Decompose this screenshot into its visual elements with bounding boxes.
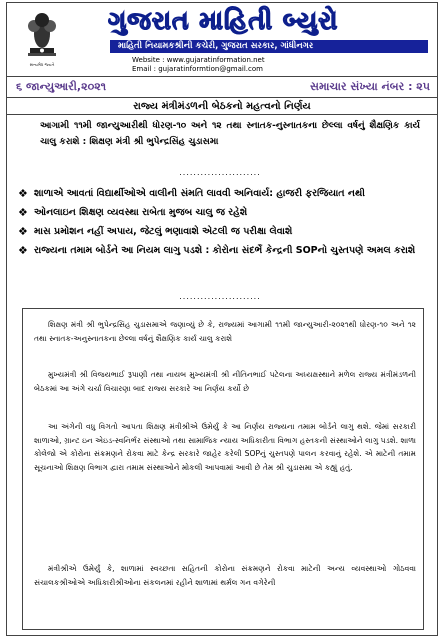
body-paragraph: શિક્ષણ મંત્રી શ્રી ભુપેન્દ્રસિંહ ચુડાસમાએ જણાવ્યું છે કે, રાજ્યમાં આગામી ૧૧મી જાન્યુઆરી-૨૦૨૧થી ધોરણ-૧૦ અને ૧૨ તથા સ્નાતક-અનુસ્નાતકના છેલ્લા વર્ષનું શૈક્ષણિક કાર્ય ચાલુ કરાશે xyxy=(34,320,416,343)
dateline-bar xyxy=(6,76,438,98)
key-point-text: ઓનલાઇન શિક્ષણ વ્યવસ્થા રાબેતા મુજબ ચાલુ જ રહેશે xyxy=(34,207,248,218)
key-point-text: શાળાએ આવતાં વિદ્યાર્થીઓએ વાલીની સંમતિ લાવવી અનિવાર્ય: હાજરી ફરજિયાત નથી xyxy=(34,188,365,199)
diamond-bullet-icon: ❖ xyxy=(18,244,28,257)
body-paragraph: આ અંગેની વધુ વિગતો આપતા શિક્ષણ મંત્રીશ્રીએ ઉમેર્યું કે આ નિર્ણય રાજ્યના તમામ બોર્ડને લાગુ થશે. જેમાં સરકારી શાળાઓ, ગ્રાન્ટ ઇન એઇડ-સ્વનિર્ભર સંસ્થાઓ તથા સામાજિક ન્યાય અધિકારીતા વિભાગ હસ્તકની સંસ્થાઓને લાગુ પડશે. શાળા કોલેજો એ કોરોના સંક્રમણને રોકવા માટે કેન્દ્ર સરકારે જાહેર કરેલી SOPનું ચુસ્તપણે પાલન કરવાનું રહેશે. એ માટેની તમામ સૂચનાઓ શિક્ષણ વિભાગ દ્વારા તમામ સંસ્થાઓને મોકલી આપવામાં આવી છે તેમ શ્રી ચુડાસમા એ કહ્યું હતું. xyxy=(34,422,416,472)
state-emblem-icon xyxy=(22,8,62,60)
masthead-title: ગુજરાત માહિતી બ્યુરો xyxy=(108,6,339,35)
body-paragraph: મંત્રીશ્રીએ ઉમેર્યું કે, શાળામાં સ્વચ્છતા સહિતની કોરોના સંક્રમણને રોકવા માટેની અન્ય વ્યવસ્થાઓ ગોઠવવા સંચાલકશ્રીઓએ અધિકારીશ્રીઓના સંકલનમાં રહીને શાળામાં થર્મલ ગન વગેરેની xyxy=(34,564,416,587)
key-point-text: રાજ્યના તમામ બોર્ડને આ નિયમ લાગુ પડશે : કોરોના સંદર્ભે કેન્દ્રની SOPનો ચુસ્તપણે અમલ કરાશે xyxy=(34,245,416,256)
key-point xyxy=(18,243,428,259)
masthead-subtitle: માહિતી નિયામકશ્રીની કચેરી, ગુજરાત સરકાર, ગાંધીનગર xyxy=(110,40,428,53)
key-point xyxy=(18,224,428,240)
diamond-bullet-icon: ❖ xyxy=(18,187,28,200)
diamond-bullet-icon: ❖ xyxy=(18,225,28,238)
masthead-email: Email : gujaratinformtion@gmail.com xyxy=(132,65,263,73)
diamond-bullet-icon: ❖ xyxy=(18,206,28,219)
release-date: ૬ જાન્યુઆરી,૨૦૨૧ xyxy=(16,80,107,93)
subheadline: આગામી ૧૧મી જાન્યુઆરીથી ધોરણ-૧૦ અને ૧૨ તથા સ્નાતક-નુસ્નાતકના છેલ્લા વર્ષનું શૈક્ષણિક કાર્ય ચાલુ કરાશે : શિક્ષણ મંત્રી શ્રી ભુપેન્દ્રસિંહ ચુડાસમા xyxy=(40,121,420,147)
key-point-text: માસ પ્રમોશન નહીં અપાય, જેટલું ભણાવાશે એટલી જ પરીક્ષા લેવાશે xyxy=(34,226,293,237)
key-points-list xyxy=(18,186,428,262)
dotted-divider: ....................... xyxy=(179,292,261,301)
dotted-divider: ....................... xyxy=(179,168,261,177)
headline: રાજ્ય મંત્રીમંડળની બેઠકનો મહત્વનો નિર્ણય xyxy=(6,98,438,115)
release-number: સમાચાર સંખ્યા નંબર : ૨૫ xyxy=(310,80,430,93)
key-point xyxy=(18,205,428,221)
key-point xyxy=(18,186,428,202)
masthead-website: Website : www.gujaratinformation.net xyxy=(132,56,265,64)
emblem-caption: સત્યમેવ જયતે xyxy=(29,62,55,67)
body-paragraph: મુખ્યમંત્રી શ્રી વિજયભાઈ રૂપાણી તથા નાયબ મુખ્યમંત્રી શ્રી નીતિનભાઈ પટેલના અધ્યક્ષસ્થાને મળેલ રાજ્ય મંત્રીમંડળની બેઠકમાં આ અંગે ચર્ચા વિચારણા બાદ રાજ્ય સરકારે આ નિર્ણય કર્યો છે xyxy=(34,370,416,393)
